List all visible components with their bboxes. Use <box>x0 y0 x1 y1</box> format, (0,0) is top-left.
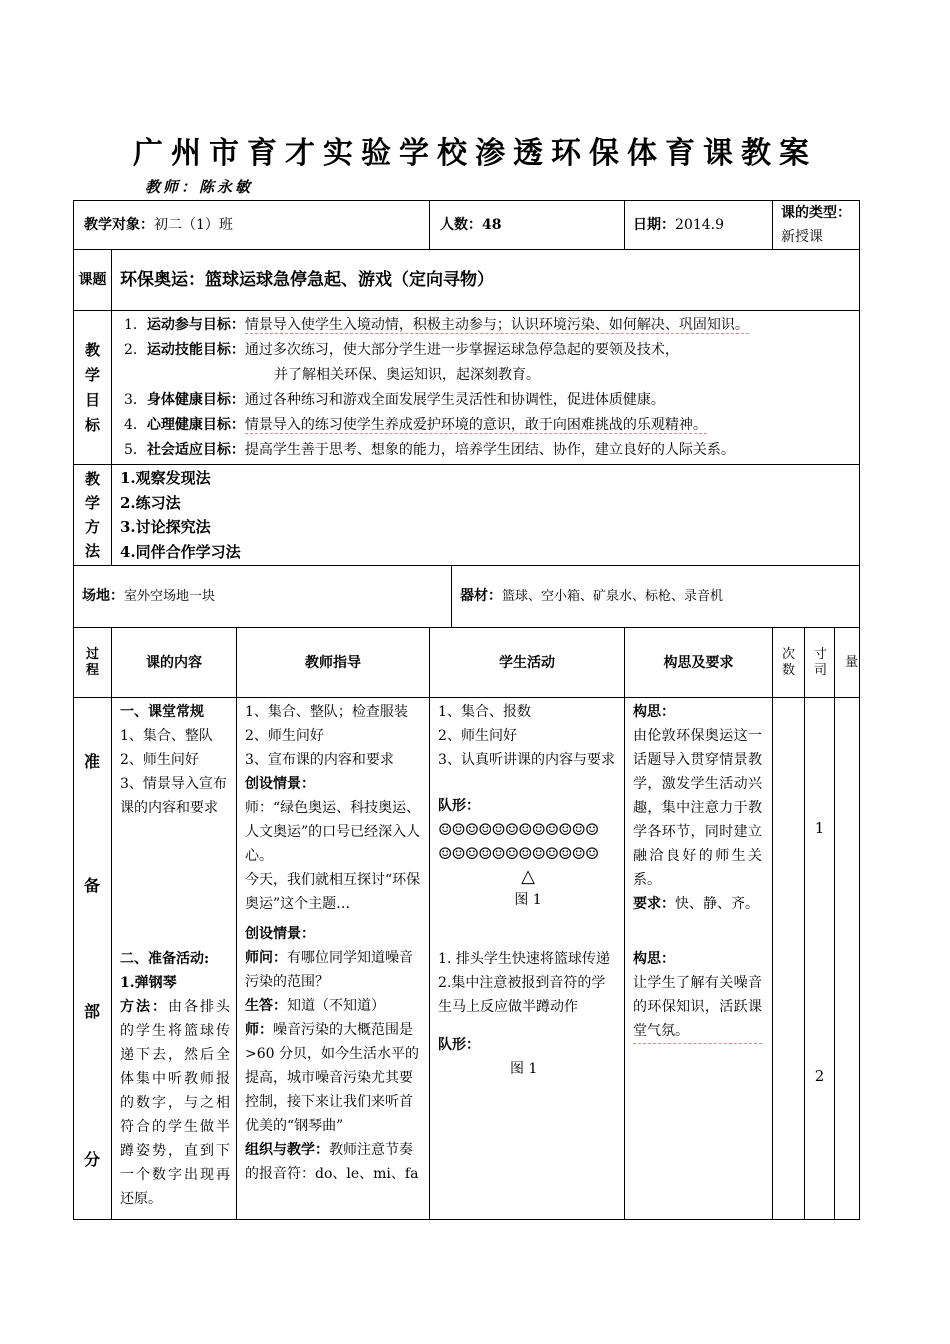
formation-row-2: ☺☺☺☺☺☺☺☺☺☺☺☺ <box>438 844 599 863</box>
s2-student <box>438 947 618 1081</box>
col-content: 课的内容 <box>112 628 237 698</box>
equip-label: 器材： <box>460 588 503 604</box>
methods-row <box>74 465 860 566</box>
equip-cell <box>452 566 860 628</box>
s1-idea-label: 构思： <box>633 704 676 720</box>
column-header-row <box>74 628 860 698</box>
lesson-plan-table <box>73 200 860 1220</box>
col-load: 量 <box>835 628 860 698</box>
s1-scene-text2: 今天，我们就相互探讨“环保奥运”这个主题… <box>245 872 421 912</box>
formation-row-1: ☺☺☺☺☺☺☺☺☺☺☺☺ <box>438 820 599 839</box>
venue-value: 室外空场地一块 <box>124 589 216 604</box>
s2-content <box>120 947 230 1211</box>
method-4: 4.同伴合作学习法 <box>120 542 241 561</box>
time-cell <box>805 698 835 1220</box>
s1-idea-text: 由伦敦环保奥运这一话题导入贯穿情景教学，激发学生活动兴趣，集中注意力于教学各环节，同时建立融洽良好的师生关系。 <box>633 728 763 888</box>
s1-time: 1 <box>814 819 825 837</box>
topic-value: 环保奥运：篮球运球急停急起、游戏（定向寻物） <box>112 250 860 311</box>
type-cell <box>773 201 860 250</box>
goal-5: 5．社会适应目标：提高学生善于思考、想象的能力，培养学生团结、协作，建立良好的人际关系。 <box>124 442 735 458</box>
goal-4: 4．心理健康目标：情景导入的练习使学生养成爱护环境的意识，敢于向困难挑战的乐观精神。 <box>124 417 707 433</box>
col-teacher: 教师指导 <box>237 628 430 698</box>
date-value: 2014.9 <box>675 217 725 233</box>
goal-2: 2．运动技能目标：通过多次练习，使大部分学生进一步掌握运球急停急起的要领及技术， <box>124 342 679 358</box>
venue-row <box>74 566 860 628</box>
col-times: 次数 <box>773 628 805 698</box>
col-student: 学生活动 <box>430 628 625 698</box>
equip-value: 篮球、空小箱、矿泉水、标枪、录音机 <box>502 589 724 604</box>
target-label: 教学对象： <box>84 217 154 233</box>
date-label: 日期： <box>633 217 676 233</box>
methods-list <box>112 465 860 566</box>
col-idea: 构思及要求 <box>625 628 773 698</box>
goals-list <box>112 311 860 465</box>
goal-2-cont: 并了解相关环保、奥运知识，起深刻教育。 <box>274 367 540 383</box>
s1-student-2: 2、师生问好 <box>438 728 517 744</box>
load-cell <box>835 698 860 1220</box>
goal-1: 1．运动参与目标：情景导入使学生入境动情，积极主动参与；认识环境污染、如何解决、巩固知识。 <box>124 317 749 333</box>
s2-idea-label: 构思： <box>633 951 676 967</box>
type-value: 新授课 <box>781 229 824 245</box>
methods-label: 教学方法 <box>74 465 112 566</box>
topic-label: 课题 <box>74 250 112 311</box>
col-process: 过程 <box>74 628 112 698</box>
s2-teacher <box>245 922 423 1186</box>
s1-scene-text: 师：“绿色奥运、科技奥运、人文奥运”的口号已经深入人心。 <box>245 800 421 864</box>
s2-org: 组织与教学：教师注意节奏的报音符：do、le、mi、fa <box>245 1142 419 1182</box>
teacher-name: 教师：陈永敏 <box>145 178 254 196</box>
s2-idea <box>633 947 762 1044</box>
s1-content-3: 3、情景导入宣布课的内容和要求 <box>120 776 227 816</box>
content-cell <box>112 698 237 1220</box>
s2-method: 方法：由各排头的学生将篮球传递下去，然后全体集中听教师报的数字，与之相符合的学生做半蹲姿势，直到下一个数字出现再还原。 <box>120 999 230 1207</box>
phase-char-3: 部 <box>84 1002 101 1021</box>
s1-student-1: 1、集合、报数 <box>438 704 531 720</box>
count-cell <box>430 201 625 250</box>
s2-formation-label: 队形： <box>438 1037 481 1053</box>
method-3: 3.讨论探究法 <box>120 518 211 536</box>
goals-label: 教学目标 <box>74 311 112 465</box>
venue-cell <box>74 566 452 628</box>
col-time: 寸司 <box>805 628 835 698</box>
s2-time: 2 <box>814 1067 825 1085</box>
times-cell <box>773 698 805 1220</box>
count-label: 人数： <box>440 217 483 233</box>
s2-question: 师问：有哪位同学知道噪音污染的范围？ <box>245 950 413 990</box>
student-cell <box>430 698 625 1220</box>
s1-content-1: 1、集合、整队 <box>120 728 213 744</box>
s2-content-title: 二、准备活动: <box>120 951 210 967</box>
page-title: 广州市育才实验学校渗透环保体育课教案 <box>133 136 817 171</box>
body-row <box>74 698 860 1220</box>
s1-content-title: 一、课堂常规 <box>120 704 204 720</box>
venue-label: 场地： <box>82 588 124 604</box>
s1-teacher-2: 2、师生问好 <box>245 728 324 744</box>
method-2: 2.练习法 <box>120 493 181 512</box>
s1-content-2: 2、师生问好 <box>120 752 199 768</box>
method-1: 1.观察发现法 <box>120 469 211 487</box>
s1-teacher-1: 1、集合、整队；检查服装 <box>245 704 408 720</box>
s1-teacher-3: 3、宣布课的内容和要求 <box>245 752 394 768</box>
header-row <box>74 201 860 250</box>
count-value: 48 <box>482 217 502 233</box>
s2-idea-text: 让学生了解有关噪音的环保知识，活跃课堂气氛。 <box>633 971 762 1044</box>
s1-figure: 图 1 <box>514 892 542 908</box>
s2-figure: 图 1 <box>510 1061 538 1077</box>
s2-teacher-text: 师：噪音污染的大概范围是>60 分贝，如今生活水平的提高，城市噪音污染尤其要控制，接下来让我们来听首优美的“钢琴曲” <box>245 1022 419 1134</box>
target-value: 初二（1）班 <box>154 217 233 233</box>
phase-char-1: 准 <box>84 752 101 771</box>
s2-answer: 生答：知道（不知道） <box>245 998 385 1014</box>
phase-char-2: 备 <box>84 876 101 895</box>
goal-3: 3．身体健康目标：通过各种练习和游戏全面发展学生灵活性和协调性，促进体质健康。 <box>124 392 665 408</box>
s2-student-1: 1. 排头学生快速将篮球传递 <box>438 951 610 967</box>
teacher-triangle-icon: △ <box>521 866 535 887</box>
s2-scene-label: 创设情景： <box>245 926 315 942</box>
s1-requirement: 要求：快、静、齐。 <box>633 896 760 912</box>
phase-char-4: 分 <box>84 1150 101 1169</box>
phase-cell <box>74 698 112 1220</box>
s2-student-2: 2.集中注意被报到音符的学生马上反应做半蹲动作 <box>438 975 606 1015</box>
teacher-cell <box>237 698 430 1220</box>
s1-student-3: 3、认真听讲课的内容与要求 <box>438 752 615 768</box>
idea-cell <box>625 698 773 1220</box>
s2-content-sub: 1.弹钢琴 <box>120 975 177 991</box>
s1-formation-label: 队形： <box>438 798 481 814</box>
type-label: 课的类型： <box>781 205 852 221</box>
s1-scene-label: 创设情景： <box>245 776 315 792</box>
goals-row <box>74 311 860 465</box>
date-cell <box>625 201 773 250</box>
topic-row <box>74 250 860 311</box>
target-cell <box>74 201 430 250</box>
